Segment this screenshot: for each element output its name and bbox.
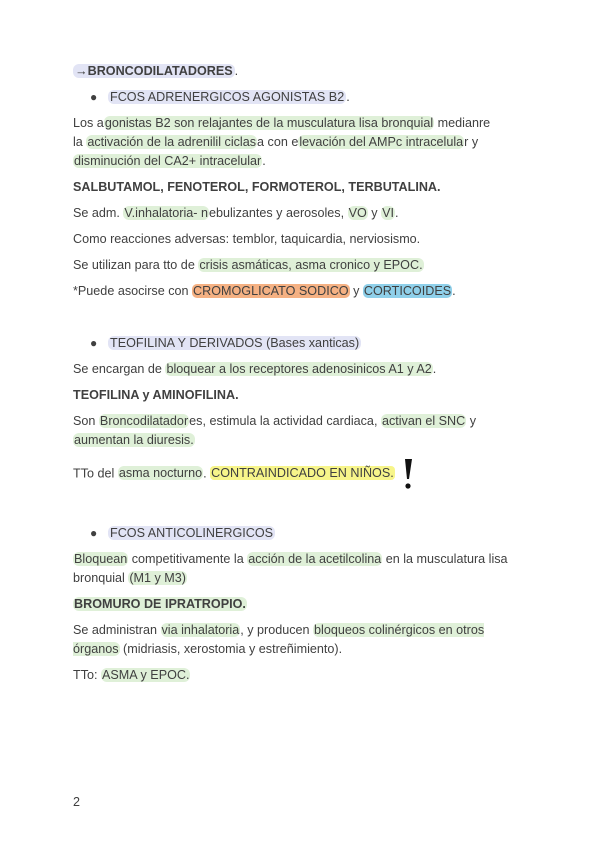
text-run: Se encargan de	[73, 362, 166, 376]
document-content	[73, 62, 533, 692]
highlight-run: asma nocturno	[118, 466, 203, 481]
paragraph-ipratropio-effects	[73, 621, 533, 659]
drug-ipratropio	[73, 595, 533, 614]
highlight-run: V.inhalatoria- n	[124, 206, 208, 220]
text-run: Se administran	[73, 623, 161, 637]
page-number: 2	[73, 795, 81, 809]
highlight-run: acción de la acetilcolina	[248, 552, 382, 566]
text-run: y	[349, 284, 363, 298]
highlight-run: VO	[348, 206, 367, 220]
section-heading-broncodilatadores	[73, 62, 533, 81]
text-run: medianre	[434, 116, 491, 130]
highlight-run: activan el SNC	[381, 414, 466, 428]
text-run: Los a	[73, 116, 104, 130]
bullet-text: FCOS ADRENERGICOS AGONISTAS B2	[110, 90, 345, 104]
drug-list-b2: SALBUTAMOL, FENOTEROL, FORMOTEROL, TERBUTALINA.	[73, 180, 441, 194]
bullet-item-agonistas-b2	[73, 88, 533, 107]
paragraph-adverse-reactions: Como reacciones adversas: temblor, taquicardia, nerviosismo.	[73, 232, 421, 246]
text-run: .	[452, 284, 456, 298]
highlight-run: aumentan la diuresis.	[74, 433, 194, 447]
text-run: Se utilizan para tto de	[73, 258, 199, 272]
text-run: en la musculatura lisa bronquial	[73, 552, 508, 585]
text-run: , y producen	[240, 623, 314, 637]
heading-highlight	[73, 64, 235, 78]
highlight-run: disminución del CA2+ intracelular	[74, 154, 262, 168]
highlight-run: via inhalatoria	[161, 623, 240, 637]
text-run: es, estimula la actividad cardiaca,	[189, 414, 381, 428]
text-run: la	[73, 135, 87, 149]
exclamation-icon	[402, 457, 414, 491]
paragraph-agonistas-description	[73, 114, 533, 171]
text-run: competitivamente la	[128, 552, 248, 566]
highlight-run: BROMURO DE IPRATROPIO.	[74, 597, 246, 611]
drug-list-teofilina: TEOFILINA y AMINOFILINA.	[73, 388, 239, 402]
text-run: y	[466, 414, 477, 428]
bullet-item-anticolinergicos	[73, 524, 533, 543]
highlight-run: VI	[382, 206, 394, 220]
text-run: TTo del	[73, 466, 118, 481]
paragraph-uses	[73, 256, 533, 275]
highlight-run: crisis asmáticas, asma cronico y EPOC.	[199, 258, 423, 272]
highlight-run: bloqueos colinérgicos en otros órganos	[73, 623, 485, 656]
text-run: .	[203, 466, 211, 481]
highlight-run: ASMA y EPOC.	[102, 668, 190, 682]
paragraph-administration	[73, 204, 533, 223]
highlight-run-blue: CORTICOIDES	[363, 284, 452, 298]
bullet-item-teofilina	[73, 334, 533, 353]
text-run: ebulizantes y aerosoles,	[208, 206, 348, 220]
highlight-run: activación de la adrenilil ciclas	[87, 135, 257, 149]
highlight-run: levación del AMPc intracelula	[299, 135, 464, 149]
text-run: r y	[464, 135, 479, 149]
section-gap	[73, 308, 533, 334]
text-run: y	[367, 206, 382, 220]
paragraph-anticolinergicos-mechanism	[73, 550, 533, 588]
bullet-dot-icon: ●	[90, 526, 98, 540]
highlight-run-yellow: CONTRAINDICADO EN NIÑOS.	[211, 466, 394, 481]
paragraph-association	[73, 282, 533, 301]
text-run: .	[432, 362, 437, 376]
bullet-text: FCOS ANTICOLINERGICOS	[110, 526, 274, 540]
arrow-right-icon: →	[75, 64, 88, 78]
highlight-run: (M1 y M3)	[129, 571, 186, 585]
text-run: (midriasis, xerostomia y estreñimiento).	[119, 642, 343, 656]
paragraph-ipratropio-treatment	[73, 666, 533, 685]
heading-period: .	[234, 64, 239, 78]
highlight-run: gonistas B2 son relajantes de la musculatura lisa bronquial	[104, 116, 434, 130]
text-run: Se adm.	[73, 206, 124, 220]
text-run: a con e	[257, 135, 299, 149]
paragraph-teofilina-treatment	[73, 457, 533, 491]
paragraph-teofilina-effects	[73, 412, 533, 450]
text-run: Son	[73, 414, 99, 428]
section-gap	[73, 498, 533, 524]
text-run: TTo:	[73, 668, 101, 682]
paragraph-teofilina-mechanism	[73, 360, 533, 379]
highlight-run: Broncodilatador	[99, 414, 189, 428]
bullet-dot-icon: ●	[90, 336, 98, 350]
text-run: .	[262, 154, 266, 168]
bullet-period: .	[346, 90, 350, 104]
highlight-run: bloquear a los receptores adenosinicos A1 y A2	[166, 362, 432, 376]
heading-text: BRONCODILATADORES	[87, 64, 233, 78]
highlight-run: Bloquean	[74, 552, 128, 566]
bullet-text: TEOFILINA Y DERIVADOS (Bases xanticas)	[110, 336, 360, 350]
text-run: .	[395, 206, 399, 220]
highlight-run-orange: CROMOGLICATO SODICO	[193, 284, 349, 298]
bullet-dot-icon: ●	[90, 90, 98, 104]
text-run: *Puede asocirse con	[73, 284, 193, 298]
